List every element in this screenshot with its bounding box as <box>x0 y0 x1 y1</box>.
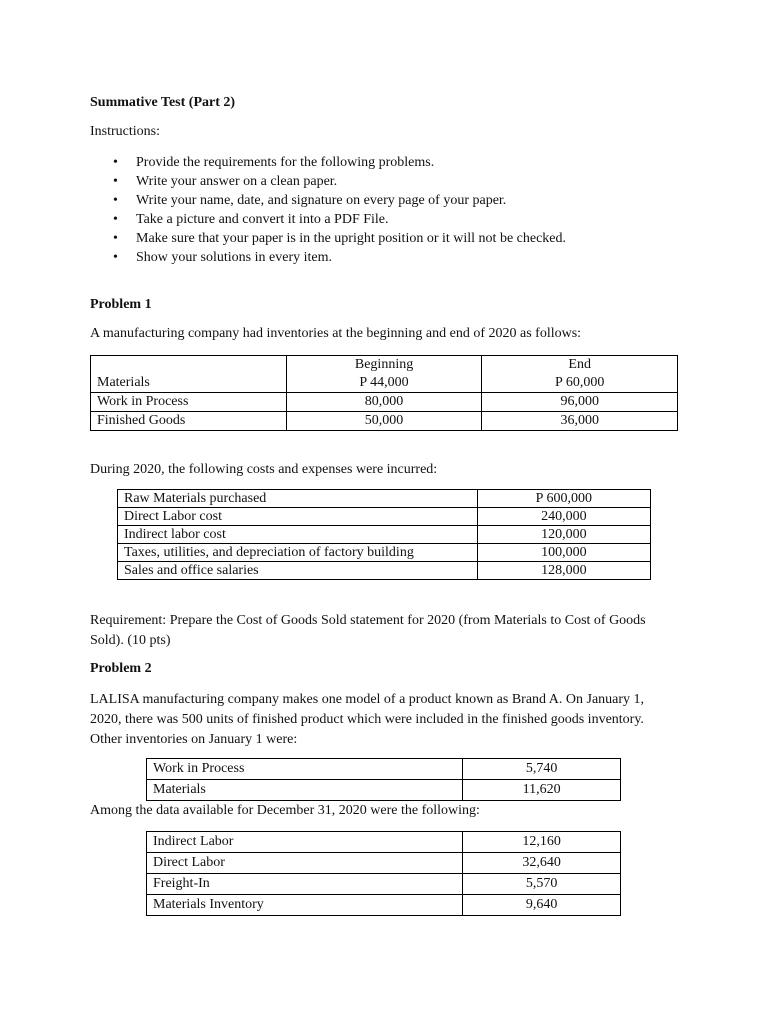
january-inventory-table <box>146 758 621 801</box>
table-cell: Taxes, utilities, and depreciation of factory building <box>118 544 478 562</box>
table-cell: 240,000 <box>477 508 650 526</box>
table-cell: 12,160 <box>463 832 621 853</box>
table-cell: 5,740 <box>463 759 621 780</box>
table-cell: Materials Inventory <box>147 895 463 916</box>
table-cell: Raw Materials purchased <box>118 490 478 508</box>
table-cell: 50,000 <box>286 412 482 431</box>
table-cell: Sales and office salaries <box>118 562 478 580</box>
column-header-beginning: Beginning <box>286 356 482 375</box>
table-row <box>118 526 651 544</box>
table-cell: Direct Labor <box>147 853 463 874</box>
costs-intro: During 2020, the following costs and expenses were incurred: <box>90 462 438 477</box>
table-row <box>91 356 678 375</box>
december-intro: Among the data available for December 31, 2020 were the following: <box>90 803 480 818</box>
table-cell: P 600,000 <box>477 490 650 508</box>
table-cell: Indirect Labor <box>147 832 463 853</box>
costs-table <box>117 489 651 580</box>
december-data-table <box>146 831 621 916</box>
column-header-end: End <box>482 356 678 375</box>
inventory-table <box>90 355 678 431</box>
table-row <box>118 562 651 580</box>
table-row <box>91 374 678 393</box>
table-cell: Indirect labor cost <box>118 526 478 544</box>
instructions-label: Instructions: <box>90 124 160 139</box>
problem1-heading: Problem 1 <box>90 297 152 312</box>
table-row <box>147 853 621 874</box>
instruction-item: • Take a picture and convert it into a PDF File. <box>113 210 566 229</box>
table-cell: 9,640 <box>463 895 621 916</box>
table-cell: Materials <box>147 780 463 801</box>
table-cell: 32,640 <box>463 853 621 874</box>
table-cell: Direct Labor cost <box>118 508 478 526</box>
table-cell: 36,000 <box>482 412 678 431</box>
table-row <box>147 759 621 780</box>
instruction-item: • Write your name, date, and signature on every page of your paper. <box>113 191 566 210</box>
table-cell <box>91 356 287 375</box>
instruction-item: • Show your solutions in every item. <box>113 248 566 267</box>
table-cell: Freight-In <box>147 874 463 895</box>
table-row <box>118 544 651 562</box>
instruction-item: • Make sure that your paper is in the upright position or it will not be checked. <box>113 229 566 248</box>
table-cell: 80,000 <box>286 393 482 412</box>
table-row <box>91 393 678 412</box>
page-title: Summative Test (Part 2) <box>90 95 236 110</box>
problem2-heading: Problem 2 <box>90 661 152 676</box>
table-row <box>118 508 651 526</box>
table-cell: 100,000 <box>477 544 650 562</box>
problem1-requirement: Requirement: Prepare the Cost of Goods Sold statement for 2020 (from Materials to Cost of Goods Sold). (10 pts) <box>90 613 646 648</box>
table-cell: Finished Goods <box>91 412 287 431</box>
instruction-item: • Write your answer on a clean paper. <box>113 172 566 191</box>
table-cell: 120,000 <box>477 526 650 544</box>
problem2-intro: LALISA manufacturing company makes one model of a product known as Brand A. On January 1, 2020, there was 500 units of finished product which were included in the finished goods inventory. Other inventories on January 1 were: <box>90 692 645 747</box>
table-cell: Materials <box>91 374 287 393</box>
table-cell: 96,000 <box>482 393 678 412</box>
instruction-item: • Provide the requirements for the following problems. <box>113 153 566 172</box>
table-row <box>147 780 621 801</box>
table-cell: 128,000 <box>477 562 650 580</box>
table-cell: P 60,000 <box>482 374 678 393</box>
problem1-intro: A manufacturing company had inventories at the beginning and end of 2020 as follows: <box>90 326 582 341</box>
table-cell: Work in Process <box>91 393 287 412</box>
table-row <box>147 832 621 853</box>
table-row <box>118 490 651 508</box>
table-cell: 11,620 <box>463 780 621 801</box>
table-row <box>147 874 621 895</box>
table-row <box>147 895 621 916</box>
table-cell: Work in Process <box>147 759 463 780</box>
table-cell: P 44,000 <box>286 374 482 393</box>
instructions-list <box>113 153 566 267</box>
table-cell: 5,570 <box>463 874 621 895</box>
table-row <box>91 412 678 431</box>
